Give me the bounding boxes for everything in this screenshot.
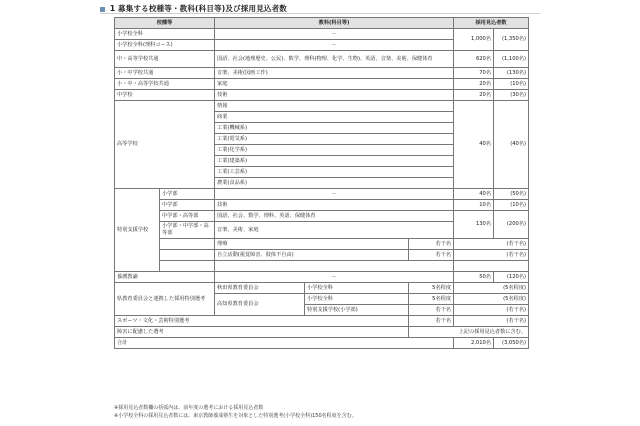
- count-cell: 若干名: [409, 239, 454, 250]
- subject-cell: 工業(工芸系): [215, 167, 454, 178]
- count-cell: 10名: [454, 200, 494, 211]
- table-row: [115, 316, 529, 327]
- subject-cell: 家庭: [215, 79, 454, 90]
- heading-divider: [100, 13, 540, 14]
- school-cell: 特別支援学校: [115, 189, 160, 272]
- count-cell: 130名: [454, 211, 494, 239]
- school-cell: 県教育委員会と連携した採用特別選考: [115, 283, 215, 316]
- subject-cell: 特別支援学校(小学部): [305, 305, 409, 316]
- table-row: [115, 68, 529, 79]
- subject-cell: 商業: [215, 112, 454, 123]
- table-row: [115, 283, 529, 294]
- subject-cell: －: [215, 40, 454, 51]
- prev-count-cell: (200名): [494, 211, 529, 239]
- subject-cell: 農業(食品系): [215, 178, 454, 189]
- count-cell: 70名: [454, 68, 494, 79]
- school-cell: 中学校: [115, 90, 215, 101]
- prev-count-cell: (1,100名): [494, 51, 529, 68]
- total-prev-count: (3,050名): [494, 338, 529, 349]
- section-title: 募集する校種等・教科(科目等)及び採用見込者数: [118, 4, 288, 13]
- subject-cell: 工業(化学系): [215, 145, 454, 156]
- total-count: 2,010名: [454, 338, 494, 349]
- dept-cell: 中学部・高等部: [160, 211, 215, 222]
- count-cell: 若干名: [409, 250, 454, 261]
- prev-count-cell: (40名): [494, 101, 529, 189]
- subject-cell: 小学校全科: [305, 283, 409, 294]
- subject-cell: 情報: [215, 101, 454, 112]
- count-cell: 20名: [454, 79, 494, 90]
- table-row: [115, 200, 529, 211]
- footnotes: [114, 404, 357, 420]
- table-row: [115, 79, 529, 90]
- header-subject: 教科(科目等): [215, 18, 454, 29]
- table-row: [115, 101, 529, 112]
- dept-cell: [160, 250, 215, 261]
- school-cell: 障害に配慮した選考: [115, 327, 409, 338]
- total-row: [115, 338, 529, 349]
- count-cell: 上記の採用見込者数に含む。: [409, 327, 529, 338]
- prev-count-cell: (若干名): [454, 316, 529, 327]
- school-cell: スポーツ・文化・芸術特別選考: [115, 316, 409, 327]
- table-row: [115, 51, 529, 68]
- prev-count-cell: (10名): [494, 79, 529, 90]
- dept-cell: 中学部: [160, 200, 215, 211]
- recruitment-table: [114, 17, 529, 349]
- count-cell: [454, 261, 529, 272]
- table-row: [115, 90, 529, 101]
- board-cell: 高知県教育委員会: [215, 294, 305, 316]
- school-cell: 高等学校: [115, 101, 215, 189]
- table-row: [115, 239, 529, 250]
- header-count: 採用見込者数: [454, 18, 529, 29]
- prev-count-cell: (30名): [494, 90, 529, 101]
- footnote-1: ※採用見込者数欄の括弧内は、前年度の選考における採用見込者数: [114, 405, 264, 411]
- table-row: [115, 261, 529, 272]
- subject-cell: 音楽、美術、家庭: [215, 222, 454, 239]
- table-row: [115, 29, 529, 40]
- subject-cell: －: [215, 189, 454, 200]
- prev-count-cell: (若干名): [454, 250, 529, 261]
- prev-count-cell: (1,350名): [494, 29, 529, 51]
- count-cell: 1,000名: [454, 29, 494, 51]
- table-row: [115, 189, 529, 200]
- count-cell: 40名: [454, 101, 494, 189]
- square-bullet-icon: [100, 7, 105, 12]
- count-cell: 40名: [454, 189, 494, 200]
- table-row: [115, 327, 529, 338]
- subject-cell: 国語、社会(地理歴史、公民)、数学、理科(物理、化学、生物)、英語、音楽、美術、保健体育: [215, 51, 454, 68]
- subject-cell: －: [215, 272, 454, 283]
- school-cell: 小・中学校共通: [115, 68, 215, 79]
- table-row: [115, 272, 529, 283]
- table-row: [115, 250, 529, 261]
- dept-cell: [160, 261, 215, 272]
- subject-cell: 理療: [215, 239, 409, 250]
- count-cell: 若干名: [409, 305, 454, 316]
- prev-count-cell: (若干名): [454, 305, 529, 316]
- count-cell: 若干名: [409, 316, 454, 327]
- subject-cell: 工業(建築系): [215, 156, 454, 167]
- count-cell: 50名: [454, 272, 494, 283]
- prev-count-cell: (10名): [494, 200, 529, 211]
- prev-count-cell: (50名): [494, 189, 529, 200]
- count-cell: 20名: [454, 90, 494, 101]
- board-cell: 秋田県教育委員会: [215, 283, 305, 294]
- prev-count-cell: (5名程度): [454, 283, 529, 294]
- count-cell: 5名程度: [409, 294, 454, 305]
- school-cell: 中・高等学校共通: [115, 51, 215, 68]
- header-school: 校種等: [115, 18, 215, 29]
- school-cell: 小学校全科: [115, 29, 215, 40]
- prev-count-cell: (130名): [494, 68, 529, 79]
- subject-cell: 国語、社会、数学、理科、英語、保健体育: [215, 211, 454, 222]
- subject-cell: 技術: [215, 200, 454, 211]
- table-row: [115, 211, 529, 222]
- prev-count-cell: (120名): [494, 272, 529, 283]
- subject-cell: 音楽、美術(図画工作): [215, 68, 454, 79]
- subject-cell: －: [215, 29, 454, 40]
- footnote-2: ※小学校全科の採用見込者数には、東京教師養成塾生を対象とした特別選考(小学校全科)150名程度を含む。: [114, 413, 357, 419]
- subject-cell: 技術: [215, 90, 454, 101]
- dept-cell: 小学部・中学部・高等部: [160, 222, 215, 239]
- count-cell: 620名: [454, 51, 494, 68]
- count-cell: 5名程度: [409, 283, 454, 294]
- section-number: 1: [109, 4, 116, 13]
- school-cell: 養護教諭: [115, 272, 215, 283]
- subject-cell: 自立活動(視覚障害、肢体不自由): [215, 250, 409, 261]
- school-cell: 小学校全科(理科コース): [115, 40, 215, 51]
- prev-count-cell: (5名程度): [454, 294, 529, 305]
- subject-cell: 小学校全科: [305, 294, 409, 305]
- header-row: [115, 18, 529, 29]
- subject-cell: [215, 261, 454, 272]
- dept-cell: [160, 239, 215, 250]
- subject-cell: 工業(電気系): [215, 134, 454, 145]
- total-label: 合計: [115, 338, 454, 349]
- prev-count-cell: (若干名): [454, 239, 529, 250]
- dept-cell: 小学部: [160, 189, 215, 200]
- subject-cell: 工業(機械系): [215, 123, 454, 134]
- school-cell: 小・中・高等学校共通: [115, 79, 215, 90]
